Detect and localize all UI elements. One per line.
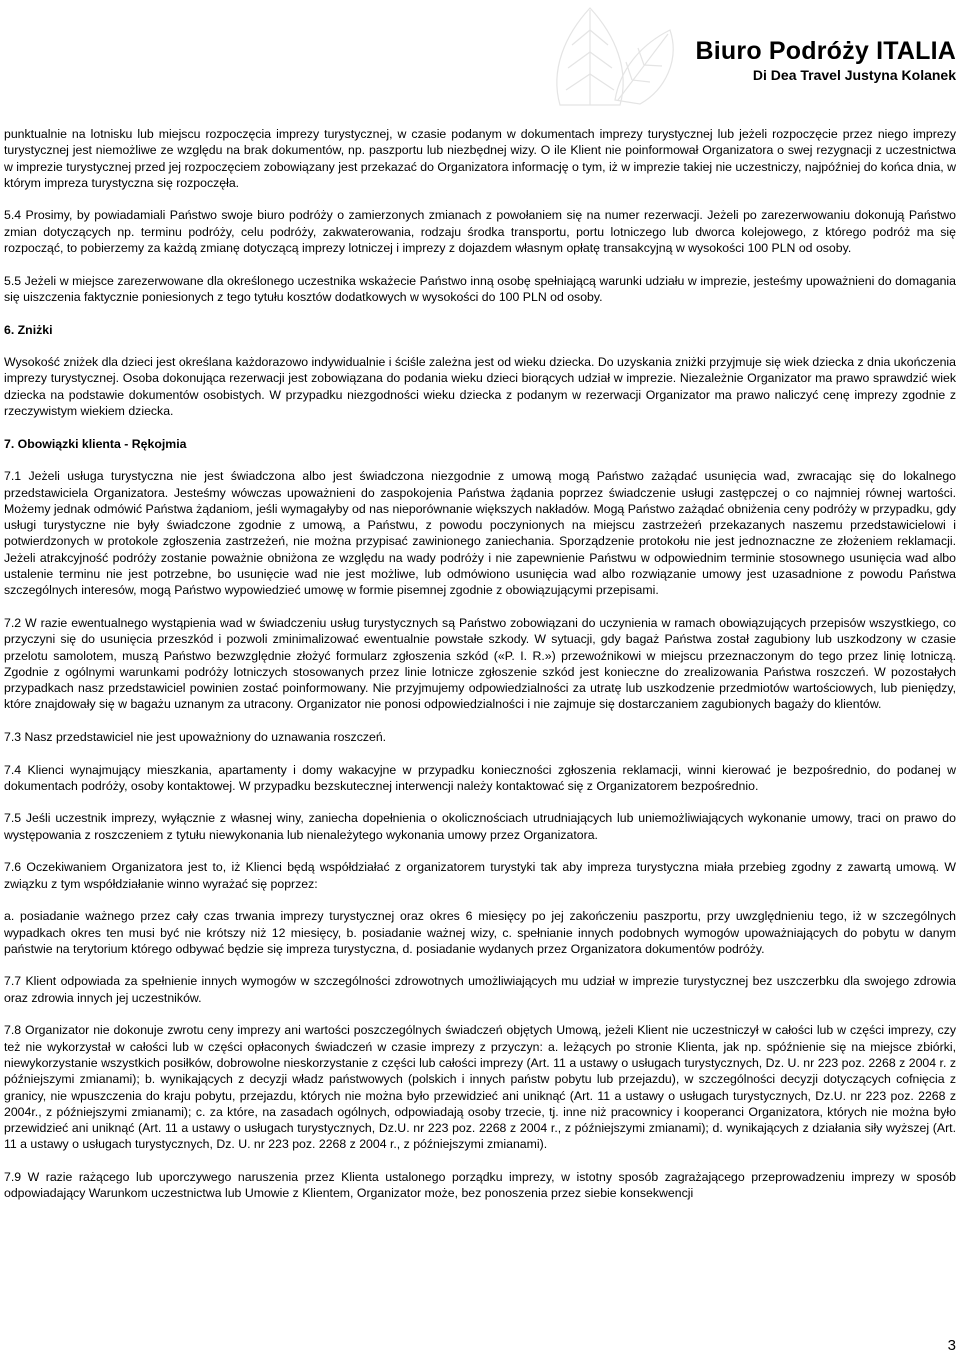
leaf-watermark-icon (520, 0, 700, 110)
paragraph: Wysokość zniżek dla dzieci jest określana każdorazowo indywidualnie i ściśle zależna jest od wieku dziecka. Do uzyskania zniżki przyjmuje się wiek dziecka z dnia ukończenia imprezy turystycznej. Osoba dokonująca rezerwacji jest zobowiązana do podania wieku dzieci biorących udział w imprezie. Niezależnie Organizator ma prawo sprawdzić wiek dziecka na podstawie dokumentów osobistych. W przypadku niezgodności wieku dziecka z podanym w rezerwacji Organizator ma prawo naliczyć cenę imprezy zgodnie z rzeczywistym wiekiem dziecka. (4, 355, 956, 419)
paragraph: 7.5 Jeśli uczestnik imprezy, wyłącznie z własnej winy, zaniecha dopełnienia o okolicznościach utrudniających lub uniemożliwiających wykonanie umowy, traci on prawo do występowania z roszczeniem z tytułu niewykonania lub nienależytego wykonania umowy przez Organizatora. (4, 811, 956, 842)
section-heading: 6. Zniżki (4, 322, 53, 337)
brand-subtitle: Di Dea Travel Justyna Kolanek (752, 67, 956, 83)
paragraph: 7.3 Nasz przedstawiciel nie jest upoważniony do uznawania roszczeń. (4, 729, 387, 744)
paragraph: 7.4 Klienci wynajmujący mieszkania, apartamenty i domy wakacyjne w przypadku konieczności zgłoszenia reklamacji, winni kierować je bezpośrednio, do podanej w dokumentach podróży, osoby kontaktowej. W przypadku bezskutecznej interwencji należy kontaktować się z Organizatorem bezpośrednio. (4, 762, 956, 793)
paragraph: 7.2 W razie ewentualnego wystąpienia wad w świadczeniu usług turystycznych są Państwo zobowiązani do uczynienia w ramach obowiązujących przepisów wszystkiego, co przyczyni się do usunięcia przeszkód i pozwoli zminimalizować ewentualnie powstałe szkody. W sytuacji, gdy bagaż Państwa został zagubiony lub uszkodzony w czasie przelotu samolotem, muszą Państwo bezwzględnie złożyć formularz zgłoszenia szkód («P. I. R.») przewoźnikowi w miejscu przeznaczonym do tego przez linię lotniczą. Zgodnie z ogólnymi warunkami podróży lotniczych stosowanych przez linie lotnicze zgłoszenie szkód jest konieczne do zrealizowania Państwa roszczeń. W pozostałych przypadkach nasz przedstawiciel powinien zostać poinformowany. Nie przyjmujemy odpowiedzialności za utratę lub uszkodzenie przedmiotów wartościowych, lub pieniędzy, które znajdowały się w bagażu uznanym za utracony. Organizator nie ponosi odpowiedzialności i nie zajmuje się dostarczaniem zagubionych bagaży do klientów. (4, 615, 956, 712)
paragraph: punktualnie na lotnisku lub miejscu rozpoczęcia imprezy turystycznej, w czasie podanym w dokumentach imprezy turystycznej lub jeżeli rozpoczęcie przez niego imprezy turystycznej jest niemożliwe ze względu na brak dokumentów, np. paszportu lub niezbędnej wizy. O ile Klient nie poinformował Organizatora o swej rezygnacji z uczestnictwa w imprezie turystycznej przed jej rozpoczęciem zobowiązany jest przekazać do Organizatora informację o tym, iż w imprezie takiej nie uczestniczy, najpóźniej do końca dnia, w którym impreza turystyczna się rozpoczęła. (4, 127, 956, 190)
paragraph: 7.8 Organizator nie dokonuje zwrotu ceny imprezy ani wartości poszczególnych świadczeń objętych Umową, jeżeli Klient nie uczestniczył w całości lub w części imprezy, czy też nie wykorzystał w całości lub w części opłaconych świadczeń w czasie imprezy z przyczyn: a. leżących po stronie Klienta, jak np. spóźnienie się na miejsce zbiórki, niewykorzystanie wszystkich posiłków, dobrowolne nieskorzystanie z części lub całości imprezy (Art. 11 a ustawy o usługach turystycznych, Dz. U. nr 223 poz. 2268 z 2004 r. z późniejszymi zmianami); b. wynikających z decyzji władz państwowych (polskich i innych państw pobytu lub przejazdu), w szczególności decyzji dotyczących cofnięcia z granicy, nie wpuszczenia do kraju pobytu, przejazdu, których nie można było przewidzieć ani uniknąć (Art. 11 a ustawy o usługach turystycznych, Dz.U. nr 223 poz. 2268 z 2004r., z późniejszymi zmianami); c. za które, na zasadach ogólnych, odpowiadają osoby trzecie, tj. inne niż pracownicy i kooperanci Organizatora, których nie można było przewidzieć ani uniknąć (Art. 11 a ustawy o usługach turystycznych, Dz.U. nr 223 poz. 2268 z 2004 r., z późniejszymi zmianami); d. wynikających z działania siły wyższej (Art. 11 a ustawy o usługach turystycznych, Dz. U. nr 223 poz. 2268 z 2004 r., z późniejszymi zmianami). (4, 1023, 956, 1152)
document-body (4, 126, 956, 1218)
paragraph: 7.7 Klient odpowiada za spełnienie innych wymogów w szczególności zdrowotnych umożliwiających mu udział w imprezie turystycznej bez uszczerbku dla swojego zdrowia oraz zdrowia innych jej uczestników. (4, 974, 956, 1005)
paragraph: 7.9 W razie rażącego lub uporczywego naruszenia przez Klienta ustalonego porządku imprezy, w istotny sposób zagrażającego przeprowadzeniu imprezy w sposób odpowiadający Warunkom uczestnictwa lub Umowie z Klientem, Organizator może, bez ponoszenia przez siebie konsekwencji (4, 1170, 956, 1201)
paragraph: 7.1 Jeżeli usługa turystyczna nie jest świadczona albo jest świadczona niezgodnie z umową mogą Państwo zażądać usunięcia wad, zwracając się do lokalnego przedstawiciela Organizatora. Jesteśmy wówczas upoważnieni do zaspokojenia Państwa żądania poprzez świadczenie usługi zastępczej o co najmniej równej wartości. Możemy jednak odmówić Państwa żądaniom, jeśli wymagałyby od nas nieporównanie większych nakładów. Mogą Państwo zażądać obniżenia ceny podróży w przypadku, gdy usługi turystyczne nie były świadczone zgodnie z umową, a Państwu, z powodu poczynionych na miejscu zastrzeżeń przekazanych naszemu przedstawicielowi i potwierdzonych w protokole zgłoszenia zastrzeżeń, nie można przypisać zawinionego zaniechania. Sporządzenie protokołu nie jest jednoznaczne ze złożeniem reklamacji. Jeżeli atrakcyjność podróży zostanie poważnie obniżona ze względu na wady podróży i nie zapewnienie Państwu w odpowiednim terminie stosownego usunięcia wad albo ustalenie terminu nie jest potrzebne, bo usunięcie wad nie jest możliwe, lub odmówiono usunięcia wad albo rozwiązanie umowy jest uzasadnione z powodu Państwa szczególnych interesów, mogą Państwo wypowiedzieć umowę w formie pisemnej zgodnie z obowiązującymi przepisami. (4, 469, 956, 598)
paragraph: 5.4 Prosimy, by powiadamiali Państwo swoje biuro podróży o zamierzonych zmianach z powołaniem się na numer rezerwacji. Jeżeli po zarezerwowaniu dokonują Państwo zmian dotyczących np. terminu podróży, celu podróży, zakwaterowania, rodzaju środka transportu, portu lotniczego lub dworca kolejowego, z którego podróż ma się rozpocząć, to pobierzemy za każdą zmianę dotyczącą imprezy lotniczej i imprezy z dojazdem własnym opłatę transakcyjną w wysokości 100 PLN od osoby. (4, 208, 956, 256)
brand-title: Biuro Podróży ITALIA (695, 37, 956, 65)
paragraph: 5.5 Jeżeli w miejsce zarezerwowane dla określonego uczestnika wskażecie Państwo inną osobę spełniającą warunki udziału w imprezie, jesteśmy upoważnieni do domagania się uiszczenia faktycznie poniesionych z tego tytułu kosztów dodatkowych w wysokości do 100 PLN od osoby. (4, 273, 956, 304)
brand-block (696, 38, 956, 84)
page-number: 3 (947, 1337, 956, 1354)
page-header (0, 0, 960, 110)
paragraph: a. posiadanie ważnego przez cały czas trwania imprezy turystycznej oraz okres 6 miesięcy po jej zakończeniu paszportu, przy uwzględnieniu tego, iż w szczególnych wypadkach okres ten musi być nie krótszy niż 12 miesięcy, b. posiadanie ważnej wizy, c. spełnianie innych podobnych wymogów upoważniających do pobytu w danym państwie na terytorium którego odbywać będzie się impreza turystyczna, d. posiadanie wydanych przez Organizatora dokumentów podróży. (4, 909, 956, 956)
section-heading: 7. Obowiązki klienta - Rękojmia (4, 436, 187, 451)
paragraph: 7.6 Oczekiwaniem Organizatora jest to, iż Klienci będą współdziałać z organizatorem turystyki tak aby impreza turystyczna miała przebieg zgodny z zawartą umową. W związku z tym współdziałanie winno wyrażać się poprzez: (4, 860, 956, 891)
